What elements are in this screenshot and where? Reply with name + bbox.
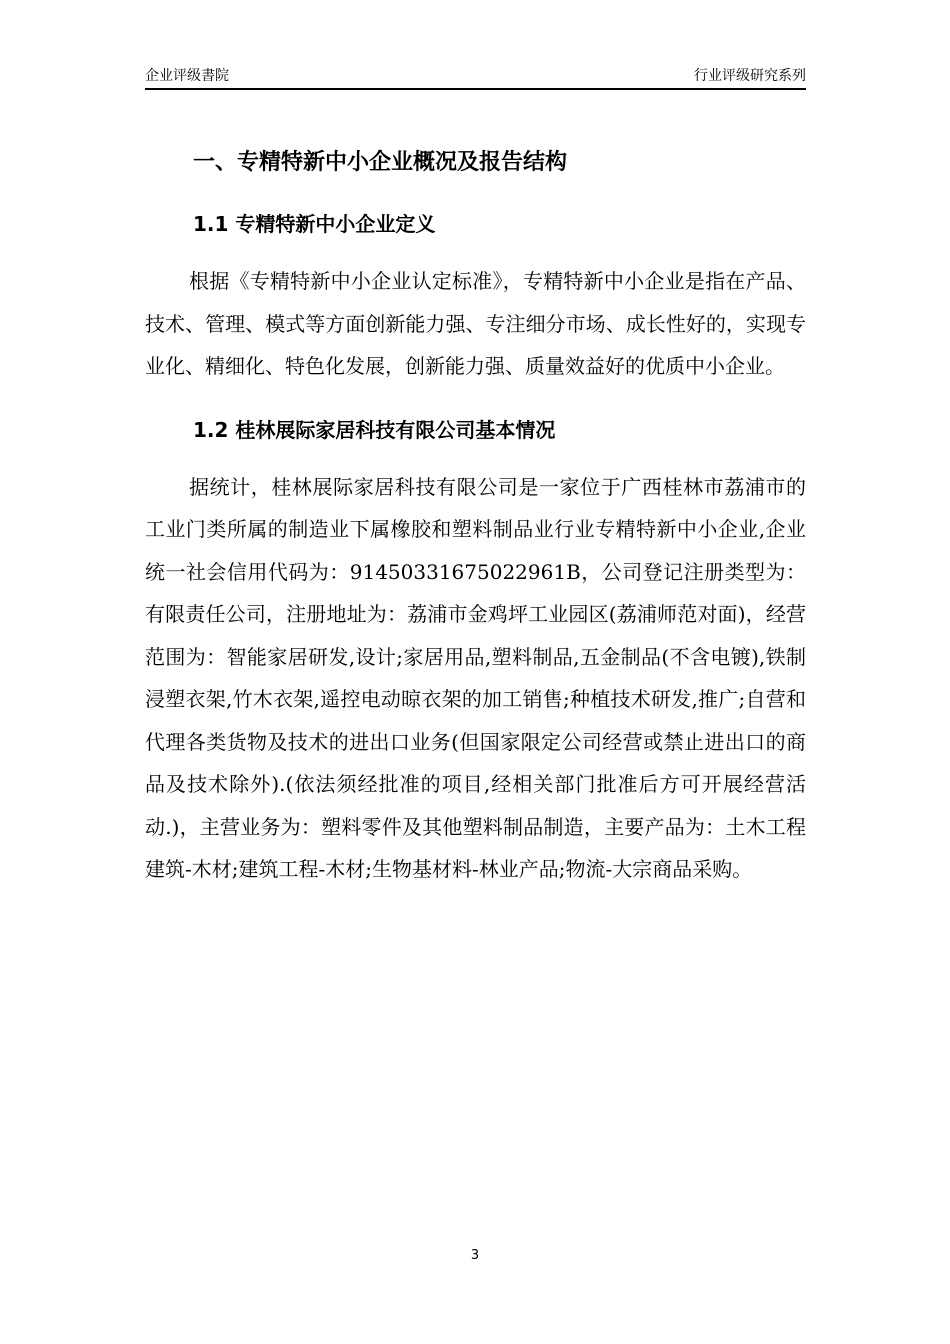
page-number: 3 bbox=[470, 1248, 480, 1263]
header-series: 行业评级研究系列 bbox=[694, 68, 806, 84]
document-body bbox=[145, 142, 806, 913]
page-header bbox=[145, 66, 806, 90]
paragraph-company: 据统计，桂林展际家居科技有限公司是一家位于广西桂林市荔浦市的工业门类所属的制造业下属橡胶和塑料制品业行业专精特新中小企业,企业统一社会信用代码为：91450331675022961B，公司登记注册类型为：有限责任公司，注册地址为：荔浦市金鸡坪工业园区(荔浦师范对面)，经营范围为：智能家居研发,设计;家居用品,塑料制品,五金制品(不含电镀),铁制浸塑衣架,竹木衣架,遥控电动晾衣架的加工销售;种植技术研发,推广;自营和代理各类货物及技术的进出口业务(但国家限定公司经营或禁止进出口的商品及技术除外).(依法须经批准的项目,经相关部门批准后方可开展经营活动.)，主营业务为：塑料零件及其他塑料制品制造，主要产品为：土木工程建筑-木材;建筑工程-木材;生物基材料-林业产品;物流-大宗商品采购。 bbox=[145, 474, 806, 881]
subsection-title-company: 1.2 桂林展际家居科技有限公司基本情况 bbox=[193, 417, 556, 442]
subsection-title-definition: 1.1 专精特新中小企业定义 bbox=[193, 212, 436, 236]
paragraph-definition: 根据《专精特新中小企业认定标准》，专精特新中小企业是指在产品、技术、管理、模式等方面创新能力强、专注细分市场、成长性好的，实现专业化、精细化、特色化发展，创新能力强、质量效益好的优质中小企业。 bbox=[145, 269, 806, 378]
section-title: 一、专精特新中小企业概况及报告结构 bbox=[193, 150, 568, 175]
header-publisher: 企业评级書院 bbox=[145, 68, 229, 84]
